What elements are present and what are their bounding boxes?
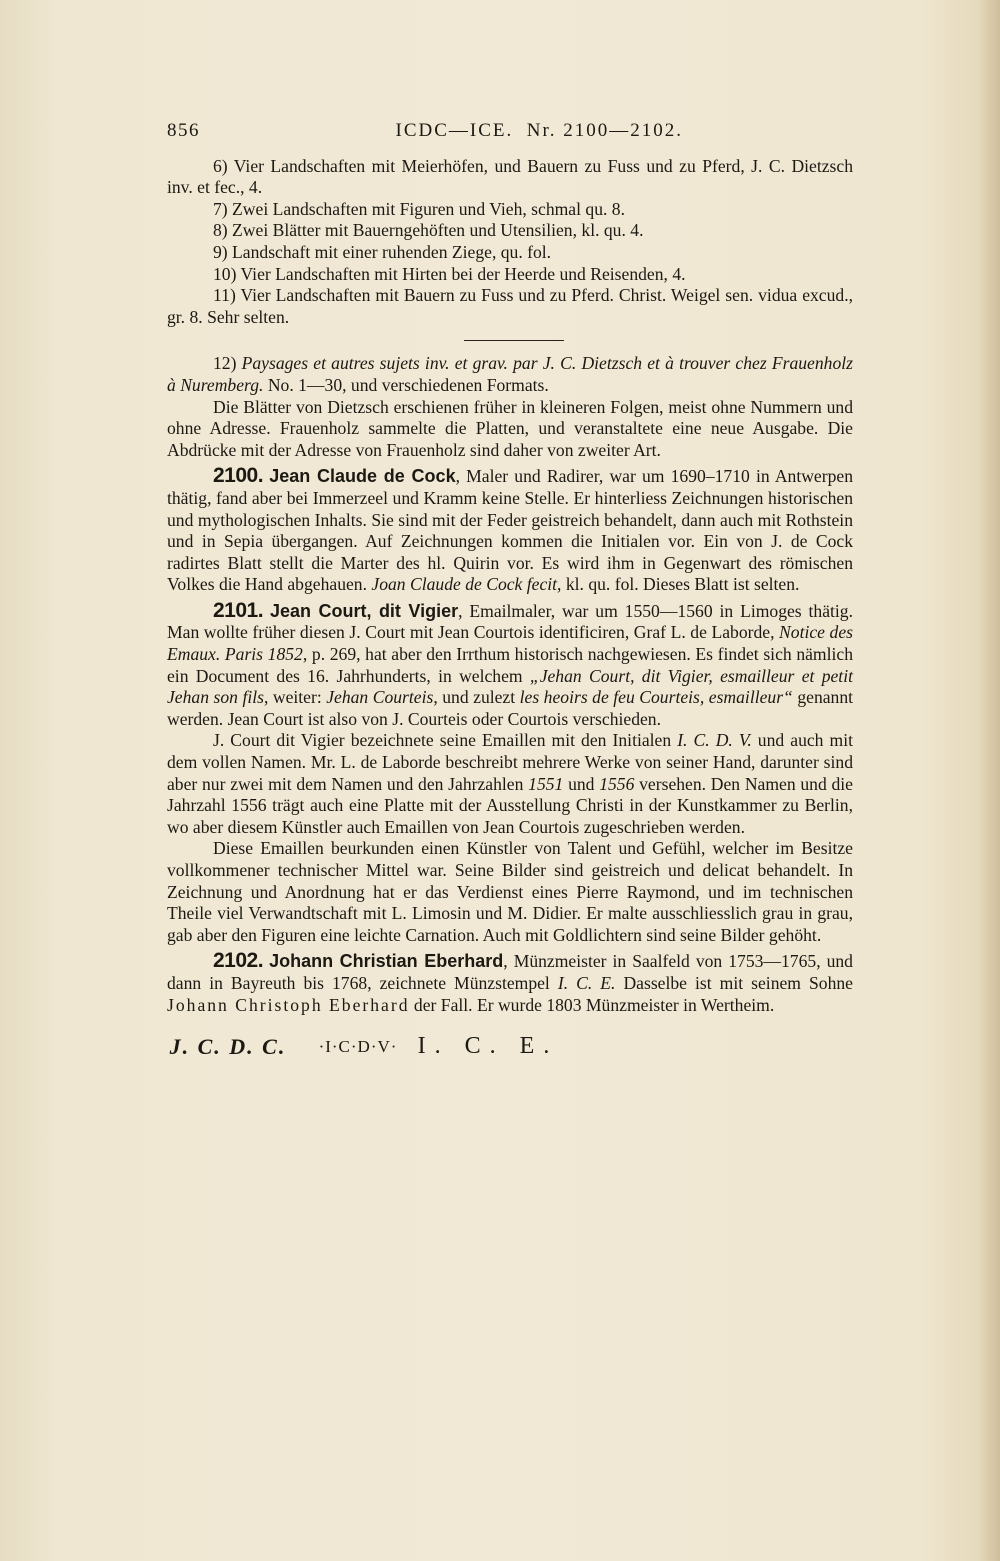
list-item: 8) Zwei Blätter mit Bauerngehöften und Utensilien, kl. qu. 4. bbox=[213, 220, 644, 241]
entry-number: 2100. bbox=[213, 464, 264, 488]
monograms bbox=[167, 1026, 853, 1068]
entry-name: Johann Christian Eberhard bbox=[269, 951, 504, 972]
list-item: 9) Landschaft mit einer ruhenden Ziege, qu. fol. bbox=[213, 241, 552, 262]
entry-name: Jean Court, dit Vigier bbox=[269, 600, 459, 621]
dietzsch-note: Die Blätter von Dietzsch erschienen früher in kleineren Folgen, meist ohne Nummern und ohne Adresse. Frauenholz sammelte die Platten, und veranstaltete eine neue Ausgabe. Die Abdrücke mit der Adresse von Frauenholz sind daher von zweiter Art. bbox=[167, 396, 853, 460]
entry-name: Jean Claude de Cock bbox=[269, 466, 456, 487]
monogram-2101: ·I·C·D·V· bbox=[318, 1037, 398, 1057]
page-edge-shadow bbox=[978, 0, 1000, 1561]
list-item-12: 12) Paysages et autres sujets inv. et grav. par J. C. Dietzsch et à trouver chez Frauenholz à Nuremberg. No. 1—30, und verschiedenen Formats. bbox=[167, 353, 853, 395]
page-number: 856 bbox=[167, 120, 200, 141]
section-divider bbox=[464, 340, 564, 341]
page-content bbox=[167, 120, 853, 1068]
list-item: 7) Zwei Landschaften mit Figuren und Vieh, schmal qu. 8. bbox=[213, 198, 625, 219]
list-item: 11) Vier Landschaften mit Bauern zu Fuss und zu Pferd. Christ. Weigel sen. vidua excud., gr. 8. Sehr selten. bbox=[167, 285, 853, 327]
monogram-2100: J. C. D. C. bbox=[169, 1034, 287, 1060]
entry-number: 2101. bbox=[213, 598, 264, 622]
entry-2101-para-2: J. Court dit Vigier bezeichnete seine Emaillen mit den Initialen I. C. D. V. und auch mit dem vollen Namen. Mr. L. de Laborde beschreibt mehrere Werke von seiner Hand, darunter sind aber nur zwei mit dem Namen und den Jahrzahlen 1551 und 1556 versehen. Den Namen und die Jahrzahl 1556 trägt auch eine Platte mit der Ausstellung Christi in der Kunstkammer zu Berlin, wo aber diesem Künstler auch Emaillen von Jean Courtois zugeschrieben werden. bbox=[167, 730, 853, 837]
entry-number: 2102. bbox=[213, 949, 264, 973]
entry-2101-para-3: Diese Emaillen beurkunden einen Künstler von Talent und Gefühl, welcher im Besitze vollkommener technischer Mittel war. Seine Bilder sind geistreich und delicat behandelt. In Zeichnung und Anordnung hat er das Verdienst eines Pierre Raymond, und im technischen Theile viel Verwandtschaft mit L. Limosin und M. Didier. Er malte ausschliesslich grau in grau, gab aber den Figuren eine leichte Carnation. Auch mit Goldlichtern sind seine Bilder gehöht. bbox=[167, 838, 853, 945]
entry-2101: 2101. Jean Court, dit Vigier, Emailmaler, war um 1550—1560 in Limoges thätig. Man wollte früher diesen J. Court mit Jean Courtois identificiren, Graf L. de Laborde, Notice des Emaux. Paris 1852, p. 269, hat aber den Irrthum historisch nachgewiesen. Es findet sich nämlich ein Document des 16. Jahrhunderts, in welchem „Jehan Court, dit Vigier, esmailleur et petit Jehan son fils, weiter: Jehan Courteis, und zulezt les heoirs de feu Courteis, esmailleur“ genannt werden. Jean Court ist also von J. Courteis oder Courtois verschieden. J. Court dit Vigier bezeichnete seine Emaillen mit den Initialen I. C. D. V. und auch mit dem vollen Namen. Mr. L. de Laborde beschreibt mehrere Werke von seiner Hand, darunter sind aber nur zwei mit dem Namen und den Jahrzahlen 1551 und 1556 versehen. Den Namen und die Jahrzahl 1556 trägt auch eine Platte mit der Ausstellung Christi in der Kunstkammer zu Berlin, wo aber diesem Künstler auch Emaillen von Jean Courtois zugeschrieben werden. Diese Emaillen beurkunden einen Künstler von Talent und Gefühl, welcher im Besitze vollkommener technischer Mittel war. Seine Bilder sind geistreich und delicat behandelt. In Zeichnung und Anordnung hat er das Verdienst eines Pierre Raymond, und im technischen Theile viel Verwandtschaft mit L. Limosin und M. Didier. Er malte ausschliesslich grau in grau, gab aber den Figuren eine leichte Carnation. Auch mit Goldlichtern sind seine Bilder gehöht. bbox=[167, 598, 854, 945]
monogram-2102: I. C. E. bbox=[417, 1033, 559, 1060]
list-item: 10) Vier Landschaften mit Hirten bei der Heerde und Reisenden, 4. bbox=[213, 263, 686, 284]
list-item: 6) Vier Landschaften mit Meierhöfen, und Bauern zu Fuss und zu Pferd, J. C. Dietzsch inv. et fec., 4. bbox=[167, 155, 853, 198]
entry-2102: 2102. Johann Christian Eberhard, Münzmeister in Saalfeld von 1753—1765, und dann in Bayreuth bis 1768, zeichnete Münzstempel I. C. E. Dasselbe ist mit seinem Sohne Johann Christoph Eberhard der Fall. Er wurde 1803 Münzmeister in Wertheim. bbox=[167, 949, 853, 1015]
running-header bbox=[167, 120, 853, 142]
header-title: ICDC—ICE. Nr. 2100—2102. bbox=[395, 120, 683, 141]
entry-2100: 2100. Jean Claude de Cock, Maler und Radirer, war um 1690–1710 in Antwerpen thätig, fand aber bei Immerzeel und Kramm keine Stelle. Er hinterliess Zeichnungen historischen und mythologischen Inhalts. Sie sind mit der Feder geistreich behandelt, dann auch mit Rothstein und in Sepia übergangen. Auf Zeichnungen kommen die Initialen vor. Ein von J. de Cock radirtes Blatt stellt die Marter des hl. Quirin vor. Es wird ihm in Gegenwart des römischen Volkes die Hand abgehauen. Joan Claude de Cock fecit, kl. qu. fol. Dieses Blatt ist selten. bbox=[167, 464, 853, 595]
